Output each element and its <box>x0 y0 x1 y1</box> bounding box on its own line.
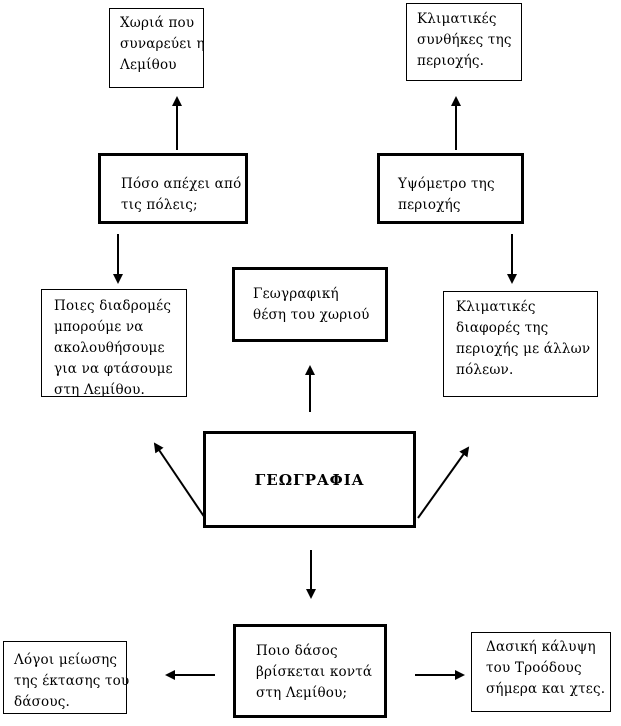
box-distance-line: τις πόλεις; <box>121 197 198 213</box>
box-altitude-line: Υψόμετρο της <box>398 176 495 192</box>
box-forest-coverage-line: του Τροόδους <box>486 660 582 676</box>
box-altitude-line: περιοχής <box>398 197 461 213</box>
center-topic-box <box>203 431 416 528</box>
box-climate-differences-line: Κλιματικές <box>456 299 536 315</box>
box-climate-differences <box>443 291 598 397</box>
box-geographic-position <box>232 267 388 342</box>
box-forest-coverage-line: Δασική κάλυψη <box>486 639 596 655</box>
box-climate-conditions <box>406 3 522 81</box>
box-routes-line: στη Λεμίθου. <box>54 382 146 398</box>
box-routes-line: ακολουθήσουμε <box>54 340 165 356</box>
box-climate-conditions-line: συνθήκες της <box>417 32 512 48</box>
box-villages <box>109 8 204 88</box>
box-geographic-position-line: Γεωγραφική <box>253 286 339 302</box>
box-reasons-line: της έκτασης του <box>14 673 130 689</box>
box-forest-line: Ποιο δάσος <box>256 643 338 659</box>
box-forest-line: στη Λεμίθου; <box>256 685 348 701</box>
box-routes-line: Ποιες διαδρομές <box>54 298 172 314</box>
box-villages-line: Χωριά που <box>120 15 195 31</box>
box-reasons-line: δάσους. <box>14 694 71 710</box>
box-forest-line: βρίσκεται κοντά <box>256 664 373 680</box>
box-routes <box>41 289 187 397</box>
box-climate-differences-line: διαφορές της <box>456 320 549 336</box>
box-forest-coverage-line: σήμερα και χτες. <box>486 681 606 697</box>
box-forest <box>233 624 387 718</box>
box-distance-line: Πόσο απέχει από <box>121 176 242 192</box>
box-climate-conditions-line: Κλιματικές <box>417 11 497 27</box>
box-climate-conditions-line: περιοχής. <box>417 53 485 69</box>
box-routes-line: για να φτάσουμε <box>54 361 173 377</box>
arrow-center-to-right <box>418 448 468 518</box>
box-routes-line: μπορούμε να <box>54 319 144 335</box>
box-altitude <box>377 153 524 224</box>
box-reasons-line: Λόγοι μείωσης <box>14 652 118 668</box>
box-climate-differences-line: πόλεων. <box>456 362 514 378</box>
box-climate-differences-line: περιοχής με άλλων <box>456 341 591 357</box>
center-topic-title: ΓΕΩΓΡΑΦΙΑ <box>254 470 365 489</box>
box-villages-line: Λεμίθου <box>120 57 177 73</box>
box-forest-coverage <box>471 632 611 712</box>
box-villages-line: συναρεύει η <box>120 36 205 52</box>
box-reasons <box>3 641 130 714</box>
box-distance <box>98 153 248 224</box>
arrow-center-to-left <box>155 444 205 518</box>
box-geographic-position-line: θέση του χωριού <box>253 307 370 323</box>
